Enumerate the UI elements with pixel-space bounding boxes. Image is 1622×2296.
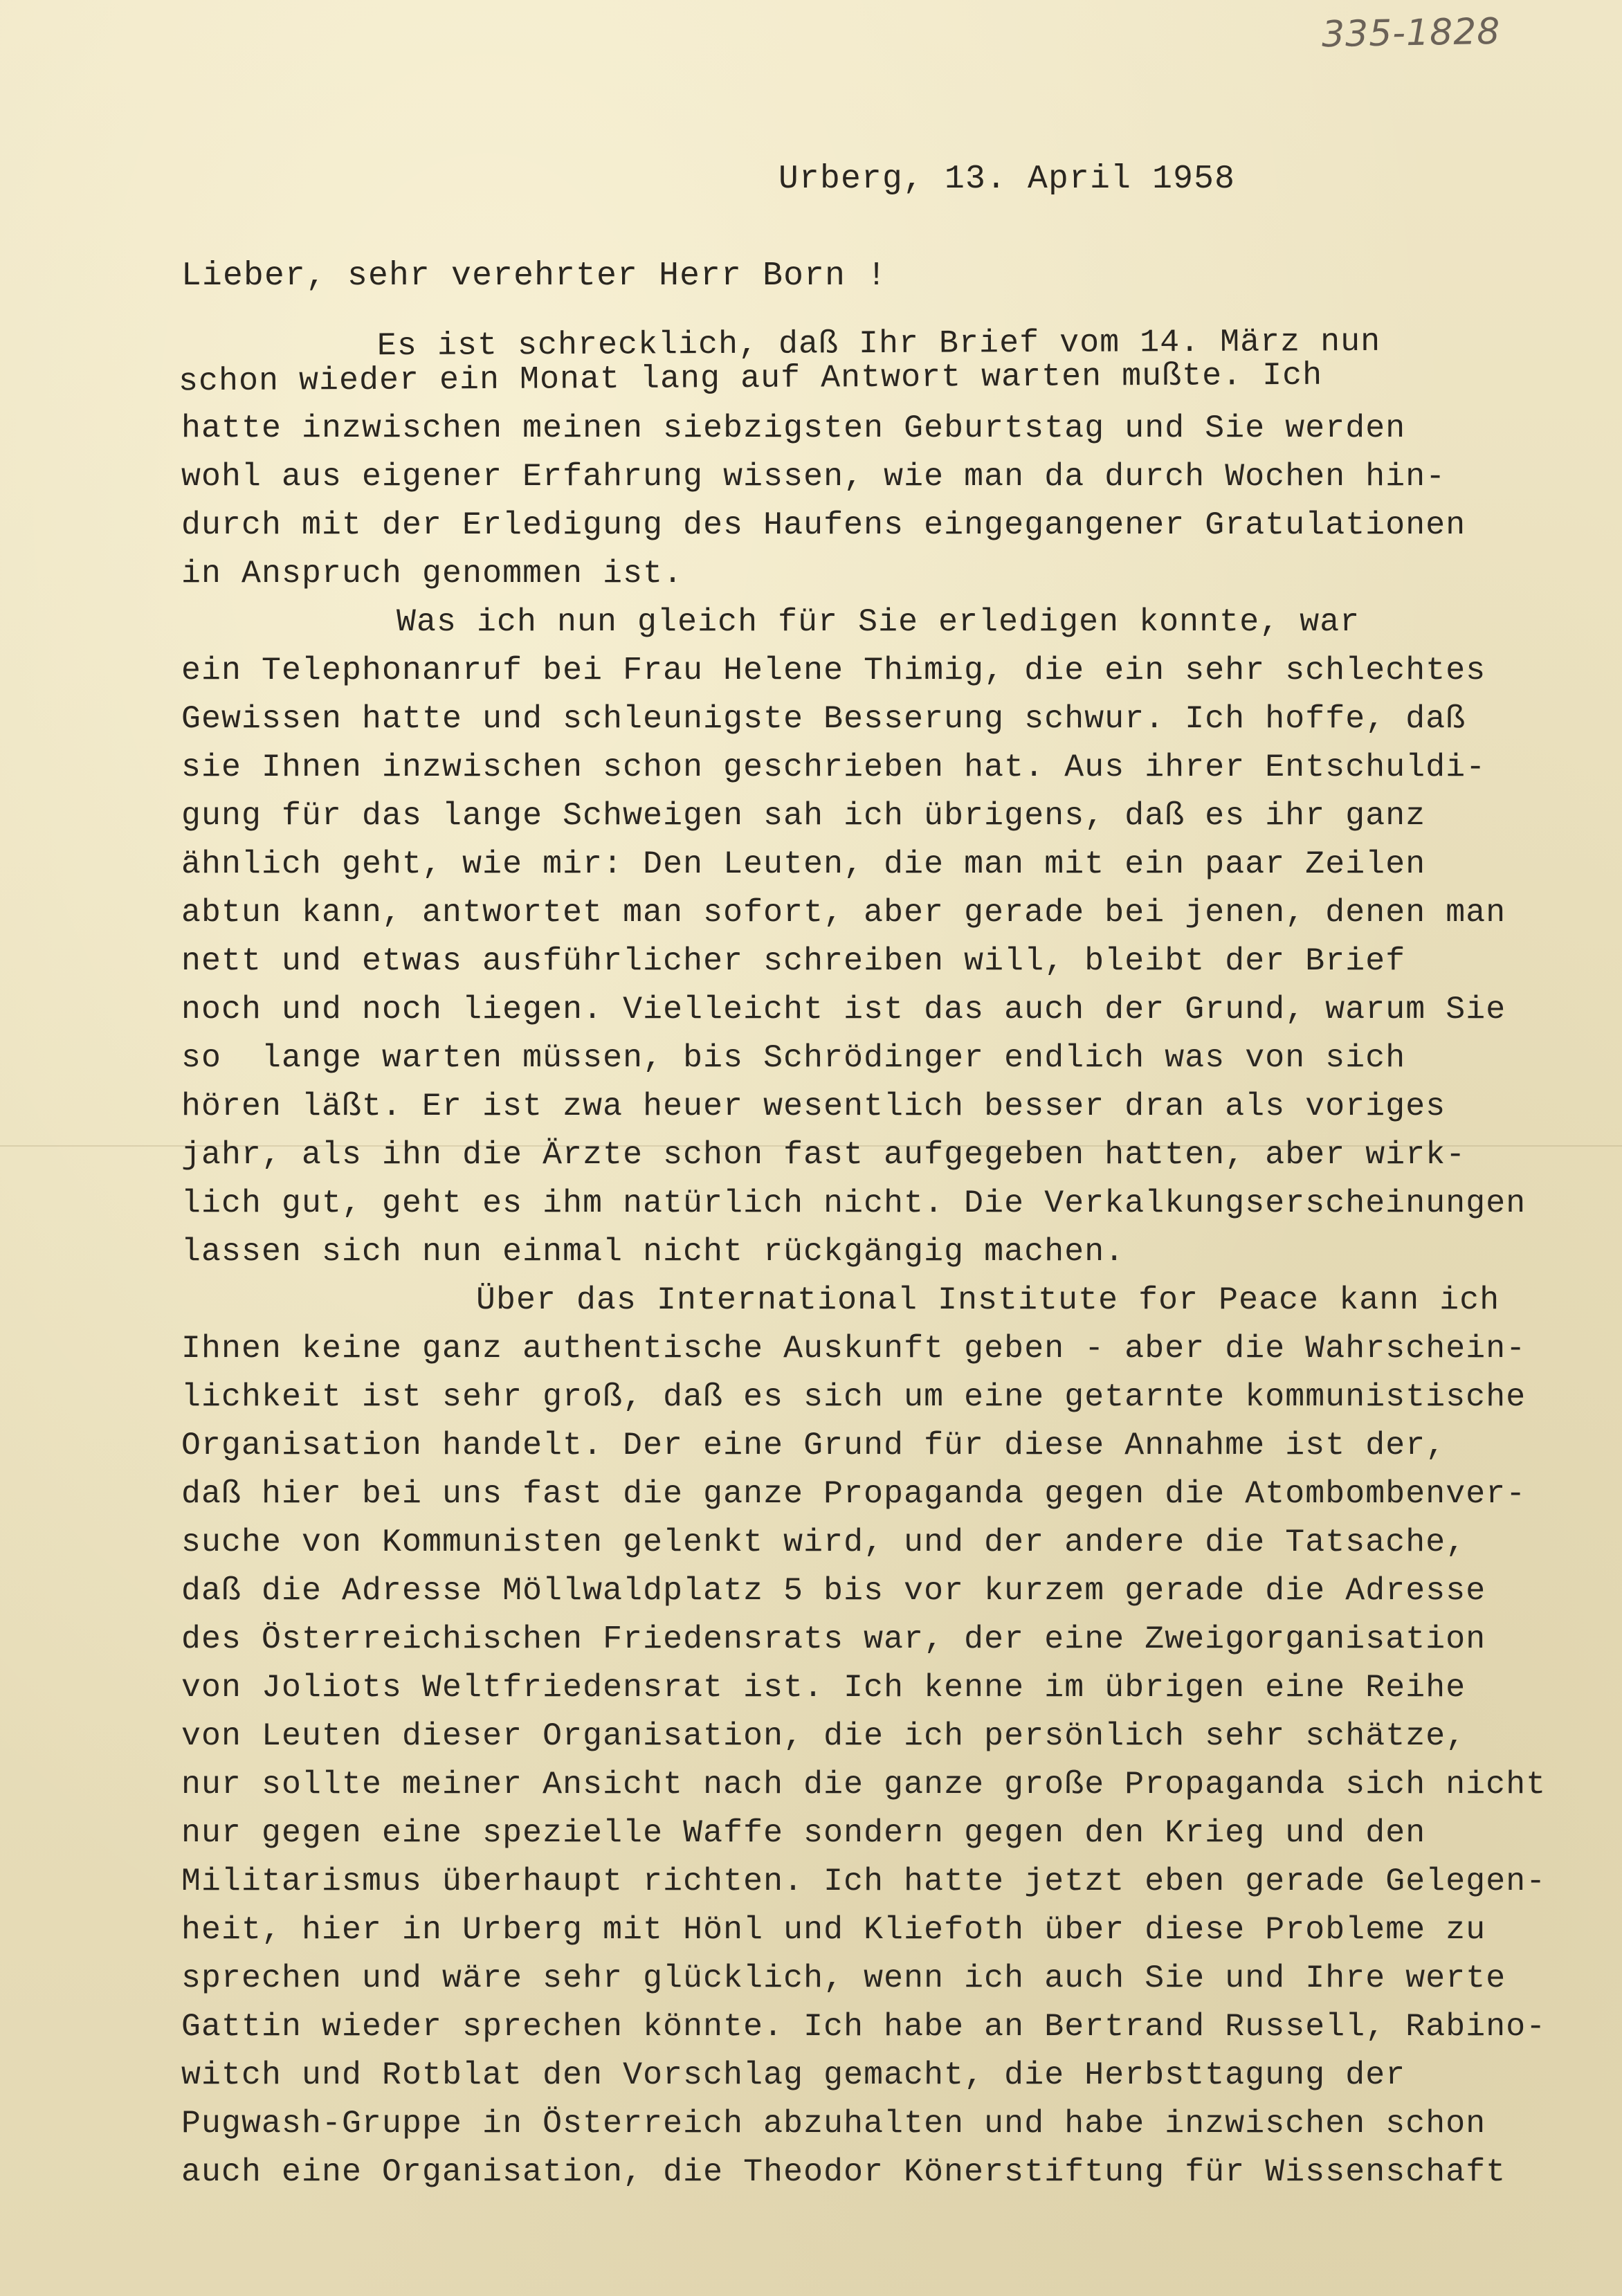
body-line: Organisation handelt. Der eine Grund für diese Annahme ist der,: [181, 1427, 1446, 1464]
body-line: sie Ihnen inzwischen schon geschrieben hat. Aus ihrer Entschuldi-: [181, 749, 1486, 785]
body-line: sprechen und wäre sehr glücklich, wenn ich auch Sie und Ihre werte: [181, 1960, 1506, 1996]
body-line: in Anspruch genommen ist.: [181, 555, 684, 592]
body-line: schon wieder ein Monat lang auf Antwort warten mußte. Ich: [178, 356, 1323, 400]
body-line: lichkeit ist sehr groß, daß es sich um eine getarnte kommunistische: [181, 1378, 1527, 1415]
body-line: daß die Adresse Möllwaldplatz 5 bis vor kurzem gerade die Adresse: [181, 1572, 1486, 1609]
body-line: von Joliots Weltfriedensrat ist. Ich kenne im übrigen eine Reihe: [181, 1669, 1466, 1706]
body-line: so lange warten müssen, bis Schrödinger endlich was von sich: [181, 1039, 1406, 1076]
body-line: daß hier bei uns fast die ganze Propaganda gegen die Atombombenver-: [181, 1475, 1527, 1512]
dateline: Urberg, 13. April 1958: [778, 161, 1236, 198]
body-line: suche von Kommunisten gelenkt wird, und der andere die Tatsache,: [181, 1524, 1466, 1560]
body-line: witch und Rotblat den Vorschlag gemacht, die Herbsttagung der: [181, 2057, 1406, 2093]
body-line: jahr, als ihn die Ärzte schon fast aufgegeben hatten, aber wirk-: [181, 1136, 1466, 1173]
body-line: hören läßt. Er ist zwa heuer wesentlich besser dran als voriges: [181, 1088, 1446, 1124]
body-line: nur sollte meiner Ansicht nach die ganze große Propaganda sich nicht: [181, 1766, 1547, 1803]
body-line: abtun kann, antwortet man sofort, aber gerade bei jenen, denen man: [181, 894, 1506, 931]
body-line: ein Telephonanruf bei Frau Helene Thimig, die ein sehr schlechtes: [181, 652, 1486, 689]
archive-number: 335-1828: [1321, 10, 1501, 56]
body-line: lassen sich nun einmal nicht rückgängig machen.: [181, 1233, 1125, 1270]
body-line: Was ich nun gleich für Sie erledigen konnte, war: [397, 603, 1360, 640]
body-line: nur gegen eine spezielle Waffe sondern gegen den Krieg und den: [181, 1814, 1426, 1851]
salutation: Lieber, sehr verehrter Herr Born !: [181, 257, 888, 295]
body-line: gung für das lange Schweigen sah ich übrigens, daß es ihr ganz: [181, 797, 1426, 834]
body-line: heit, hier in Urberg mit Hönl und Kliefoth über diese Probleme zu: [181, 1911, 1486, 1948]
body-line: Über das International Institute for Peace kann ich: [476, 1282, 1500, 1318]
body-line: nett und etwas ausführlicher schreiben will, bleibt der Brief: [181, 942, 1406, 979]
body-line: Gewissen hatte und schleunigste Besserung schwur. Ich hoffe, daß: [181, 700, 1466, 737]
body-line: auch eine Organisation, die Theodor Könerstiftung für Wissenschaft: [181, 2153, 1506, 2190]
body-line: lich gut, geht es ihm natürlich nicht. Die Verkalkungserscheinungen: [181, 1185, 1527, 1221]
body-line: des Österreichischen Friedensrats war, der eine Zweigorganisation: [181, 1621, 1486, 1657]
body-line: noch und noch liegen. Vielleicht ist das auch der Grund, warum Sie: [181, 991, 1506, 1028]
body-line: Gattin wieder sprechen könnte. Ich habe an Bertrand Russell, Rabino-: [181, 2008, 1547, 2045]
body-line: ähnlich geht, wie mir: Den Leuten, die man mit ein paar Zeilen: [181, 846, 1426, 882]
body-line: hatte inzwischen meinen siebzigsten Geburtstag und Sie werden: [181, 410, 1406, 446]
body-line: Es ist schrecklich, daß Ihr Brief vom 14. März nun: [376, 322, 1381, 365]
body-line: Ihnen keine ganz authentische Auskunft geben - aber die Wahrschein-: [181, 1330, 1527, 1367]
body-line: Pugwash-Gruppe in Österreich abzuhalten und habe inzwischen schon: [181, 2105, 1486, 2142]
body-line: Militarismus überhaupt richten. Ich hatte jetzt eben gerade Gelegen-: [181, 1863, 1547, 1899]
body-line: durch mit der Erledigung des Haufens eingegangener Gratulationen: [181, 507, 1466, 543]
body-line: wohl aus eigener Erfahrung wissen, wie man da durch Wochen hin-: [181, 458, 1446, 495]
body-line: von Leuten dieser Organisation, die ich persönlich sehr schätze,: [181, 1718, 1466, 1754]
